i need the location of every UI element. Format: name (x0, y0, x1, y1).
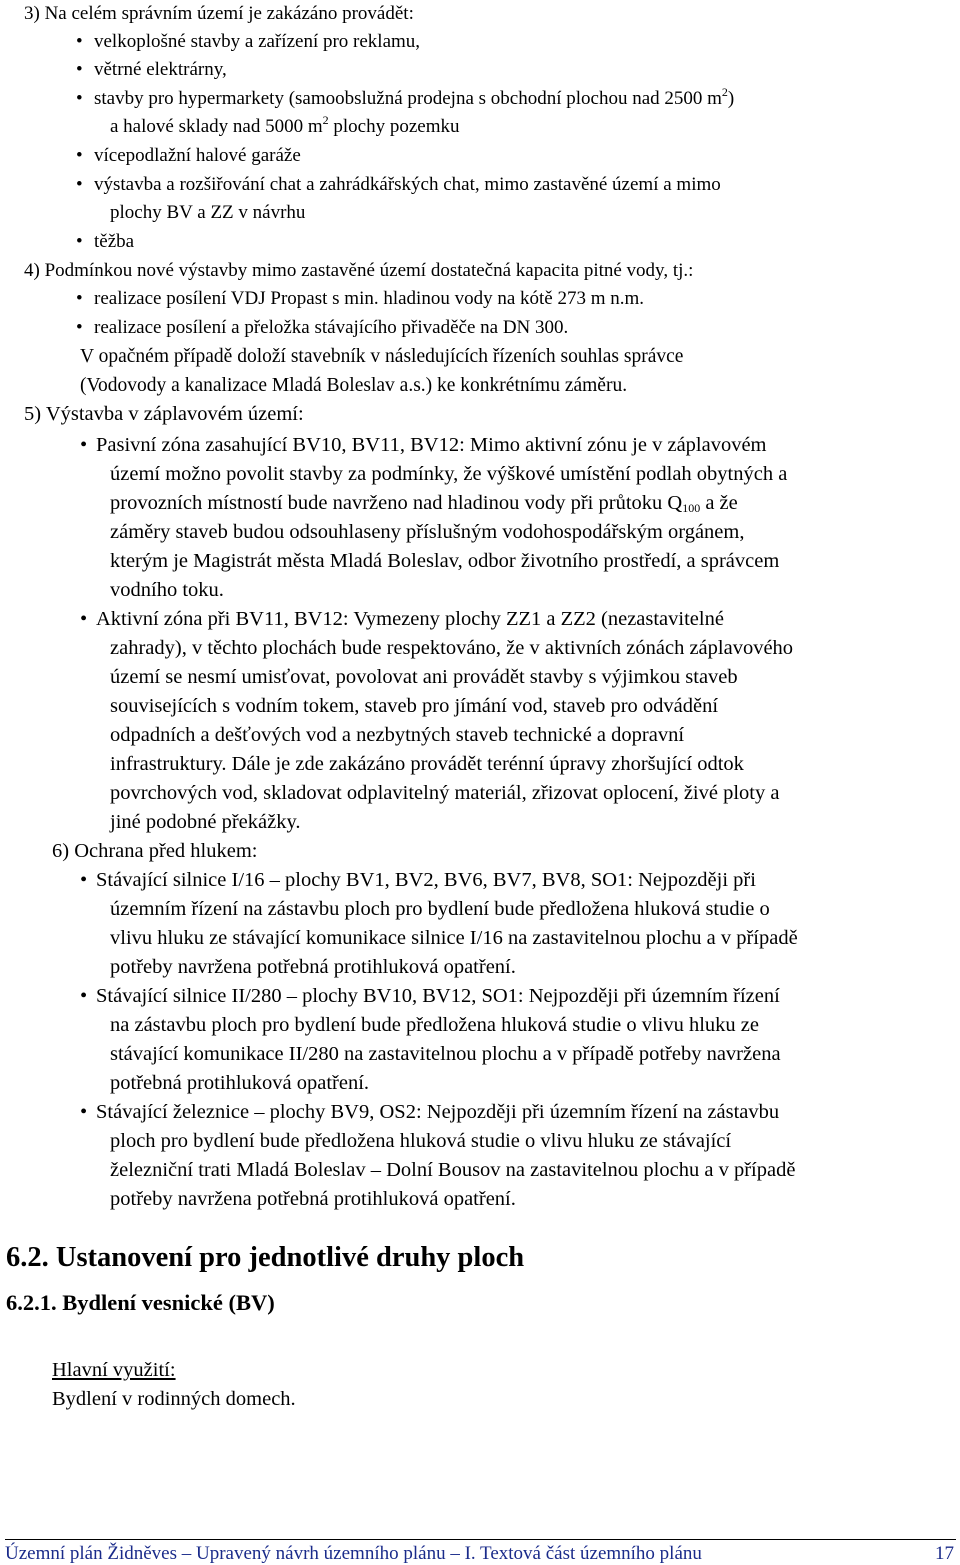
heading-6-2: 6.2. Ustanovení pro jednotlivé druhy ploch (6, 1242, 525, 1273)
list-item-continuation: zahrady), v těchto plochách bude respektováno, že v aktivních zónách záplavového (110, 637, 794, 659)
list-item-continuation: územním řízení na zástavbu ploch pro bydlení bude předložena hluková studie o (110, 898, 770, 920)
list-item-continuation: území se nesmí umisťovat, povolovat ani provádět stavby s výjimkou staveb (110, 666, 738, 688)
list-item-continuation: povrchových vod, skladovat odplavitelný materiál, zřizovat oplocení, živé ploty a (110, 782, 780, 804)
main-use-text: Bydlení v rodinných domech. (52, 1388, 296, 1410)
list-item-continuation: na zástavbu ploch pro bydlení bude předložena hluková studie o vlivu hluku ze (110, 1014, 759, 1036)
list-item-continuation: ploch pro bydlení bude předložena hluková studie o vlivu hluku ze stávající (110, 1130, 732, 1152)
section-4-title: 4) Podmínkou nové výstavby mimo zastavěné území dostatečná kapacita pitné vody, tj.: (24, 260, 694, 281)
list-item-continuation: a halové sklady nad 5000 $m^2$ plochy pozemku (110, 113, 460, 137)
list-item-continuation: infrastruktury. Dále je zde zakázáno provádět terénní úpravy zhoršující odtok (110, 753, 744, 775)
list-item-continuation: území možno povolit stavby za podmínky, že výškové umístění podlah obytných a (110, 463, 788, 485)
list-item-continuation: vlivu hluku ze stávající komunikace silnice I/16 na zastavitelnou plochu a v případě (110, 927, 798, 949)
list-item-continuation: odpadních a dešťových vod a nezbytných staveb technické a dopravní (110, 724, 685, 746)
list-item: • stavby pro hypermarkety (samoobslužná prodejna s obchodní plochou nad 2500 $m^2$) (76, 85, 735, 109)
section-3-title: 3) Na celém správním území je zakázáno provádět: (24, 3, 414, 24)
list-item: • Stávající železnice – plochy BV9, OS2: Nejpozději při územním řízení na zástavbu (80, 1101, 780, 1123)
list-item: • Pasivní zóna zasahující BV10, BV11, BV12: Mimo aktivní zónu je v záplavovém (80, 434, 767, 456)
footer-text: Územní plán Židněves – Upravený návrh územního plánu – I. Textová část územního plánu (5, 1543, 702, 1564)
list-item-continuation: potřeby navržena potřebná protihluková opatření. (110, 956, 516, 978)
paragraph-line: V opačném případě doloží stavebník v následujících řízeních souhlas správce (80, 346, 684, 367)
page-footer (5, 1539, 956, 1565)
list-item: • Stávající silnice I/16 – plochy BV1, BV2, BV6, BV7, BV8, SO1: Nejpozději při (80, 869, 756, 891)
list-item: • výstavba a rozšiřování chat a zahrádkářských chat, mimo zastavěné území a mimo (76, 174, 721, 195)
list-item-continuation: záměry staveb budou odsouhlaseny příslušným vodohospodářským orgánem, (110, 521, 745, 543)
section-6-title: 6) Ochrana před hlukem: (52, 840, 258, 862)
list-item-continuation: souvisejících s vodním tokem, staveb pro jímání vod, staveb pro odvádění (110, 695, 719, 717)
list-item: • realizace posílení a přeložka stávajícího přivaděče na DN 300. (76, 317, 569, 338)
section-5-title: 5) Výstavba v záplavovém území: (24, 403, 304, 425)
list-item-continuation: potřeby navržena potřebná protihluková opatření. (110, 1188, 516, 1210)
list-item: • realizace posílení VDJ Propast s min. hladinou vody na kótě 273 m n.m. (76, 288, 645, 309)
list-item-continuation: potřebná protihluková opatření. (110, 1072, 370, 1094)
list-item-continuation: provozních místností bude navrženo nad hladinou vody při průtoku $Q_{100}$ a že (110, 492, 738, 515)
list-item: • velkoplošné stavby a zařízení pro reklamu, (76, 31, 421, 52)
list-item: • těžba (76, 231, 135, 252)
list-item: • Stávající silnice II/280 – plochy BV10, BV12, SO1: Nejpozději při územním řízení (80, 985, 780, 1007)
main-use-label: Hlavní využití: (52, 1359, 176, 1381)
list-item-continuation: plochy BV a ZZ v návrhu (110, 202, 306, 223)
list-item-continuation: vodního toku. (110, 579, 224, 601)
list-item-continuation: železniční trati Mladá Boleslav – Dolní Bousov na zastavitelnou plochu a v případě (110, 1159, 796, 1181)
list-item: • vícepodlažní halové garáže (76, 145, 301, 166)
paragraph-line: (Vodovody a kanalizace Mladá Boleslav a.s.) ke konkrétnímu záměru. (80, 375, 628, 396)
list-item-continuation: stávající komunikace II/280 na zastavitelnou plochu a v případě potřeby navržena (110, 1043, 781, 1065)
heading-6-2-1: 6.2.1. Bydlení vesnické (BV) (6, 1290, 275, 1315)
list-item: • větrné elektrárny, (76, 59, 227, 80)
list-item: • Aktivní zóna při BV11, BV12: Vymezeny plochy ZZ1 a ZZ2 (nezastavitelné (80, 608, 724, 630)
list-item-continuation: kterým je Magistrát města Mladá Boleslav, odbor životního prostředí, a správcem (110, 550, 780, 572)
page-number: 17 (935, 1543, 954, 1564)
list-item-continuation: jiné podobné překážky. (110, 811, 301, 833)
